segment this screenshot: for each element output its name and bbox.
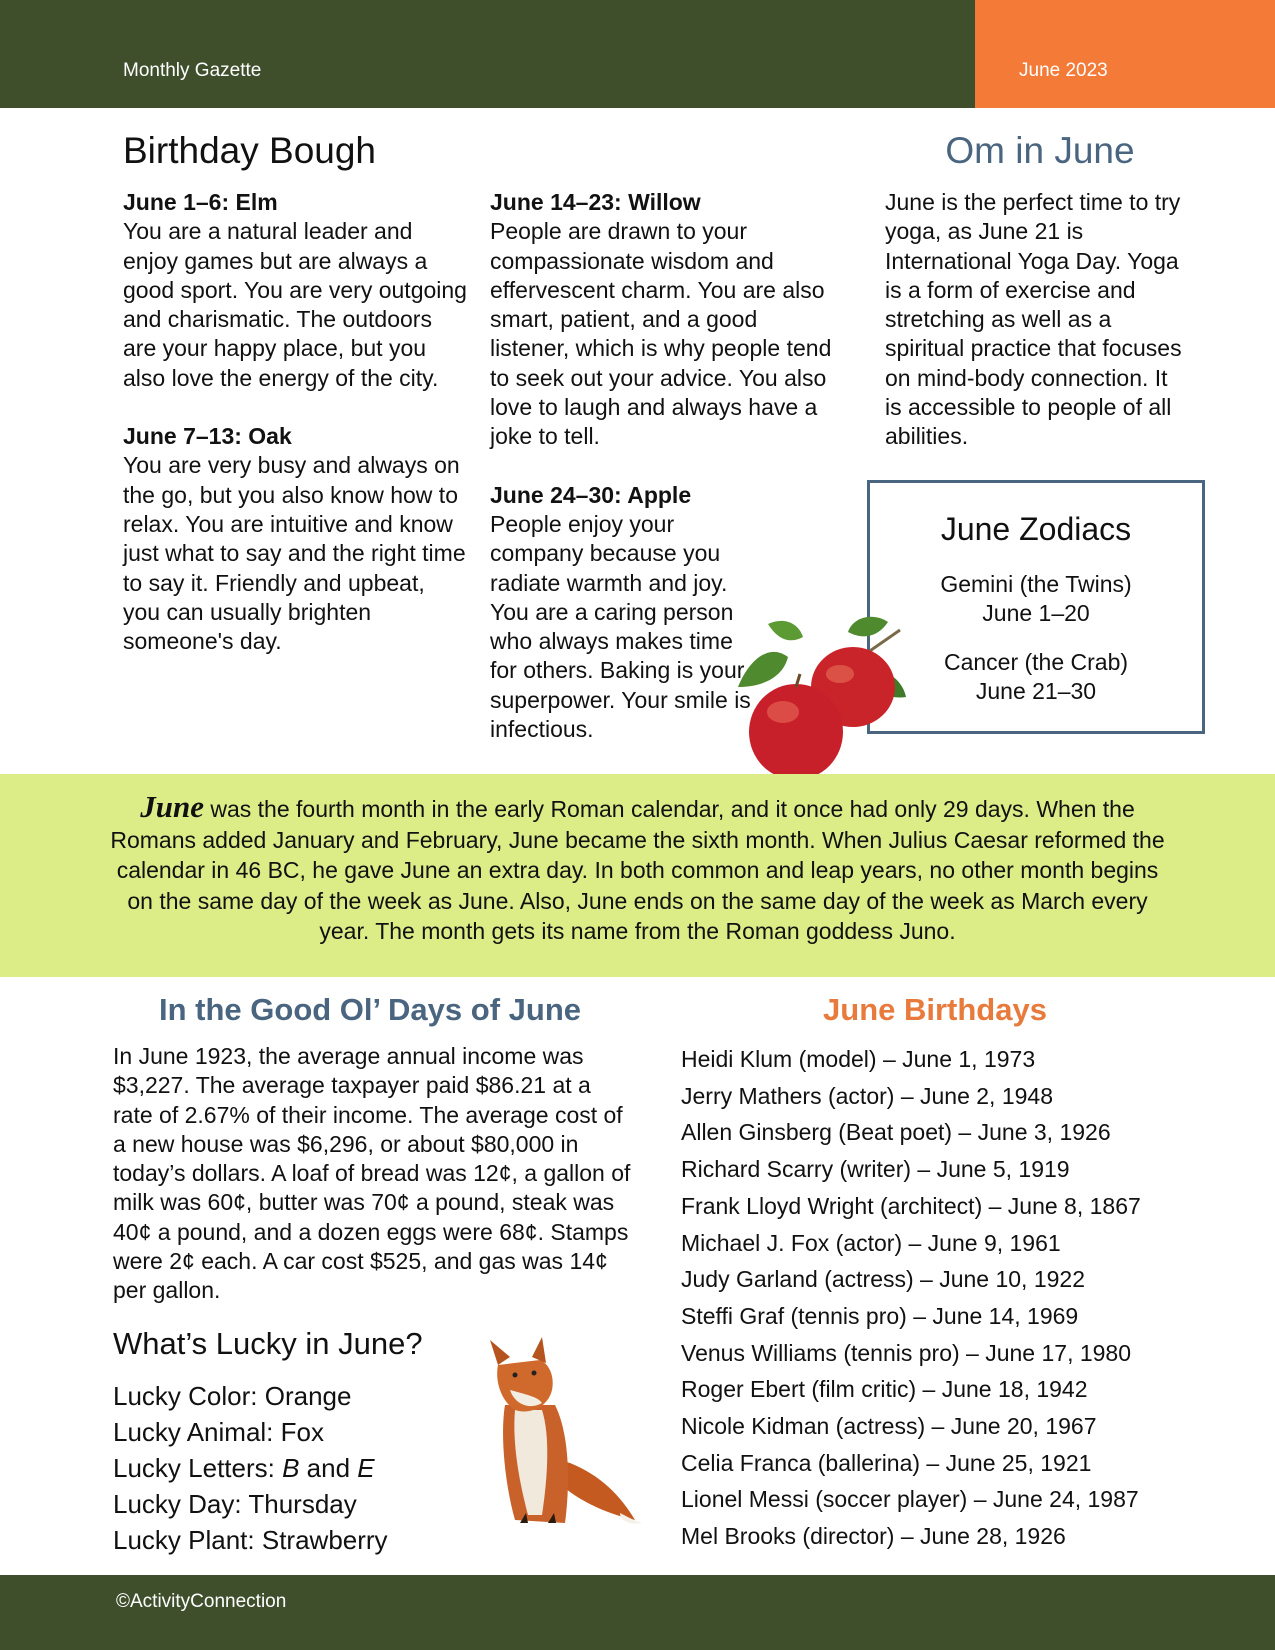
birthday-item: Nicole Kidman (actress) – June 20, 1967 xyxy=(681,1413,1097,1440)
copyright-text: ©ActivityConnection xyxy=(116,1591,287,1612)
birthday-item: Judy Garland (actress) – June 10, 1922 xyxy=(681,1266,1086,1293)
lucky-list xyxy=(113,1378,388,1558)
birthday-item: Frank Lloyd Wright (architect) – June 8, 1867 xyxy=(681,1192,1141,1219)
good-old-days-text: In June 1923, the average annual income was $3,227. The average taxpayer paid $86.21 at a rate of 2.67% of their income. The average cost of a new house was $6,296, or about $80,000 in today’s dollars. A loaf of bread was 12¢, a gallon of milk was 60¢, butter was 70¢ a pound, steak was 40¢ a pound, and a dozen eggs were 68¢. Stamps were 2¢ each. A car cost $525, and gas was 14¢ per gallon. xyxy=(113,1043,631,1304)
tree-description: People are drawn to your compassionate wisdom and effervescent charm. You are also smart, patient, and a good listener, which is why people tend to seek out your advice. You also love to laugh and always have a joke to tell. xyxy=(490,218,832,450)
lucky-animal: Lucky Animal: Fox xyxy=(113,1417,324,1447)
apples-illustration xyxy=(728,612,928,792)
tree-heading: June 1–6: Elm xyxy=(123,189,278,215)
tree-heading: June 24–30: Apple xyxy=(490,481,692,508)
good-old-days-title: In the Good Ol’ Days of June xyxy=(159,992,581,1027)
tree-entry-apple xyxy=(490,481,755,745)
header-bar xyxy=(0,0,975,108)
june-birthdays-title: June Birthdays xyxy=(823,992,1047,1027)
om-in-june-title: Om in June xyxy=(945,130,1135,171)
birthday-item: Jerry Mathers (actor) – June 2, 1948 xyxy=(681,1082,1053,1109)
tree-description: People enjoy your company because you radiate warmth and joy. You are a caring person who always makes time for others. Baking is your superpower. Your smile is infectious. xyxy=(490,510,751,743)
lucky-letter-1: B xyxy=(282,1453,300,1483)
birthday-item: Lionel Messi (soccer player) – June 24, 1987 xyxy=(681,1486,1139,1513)
tree-entry-oak xyxy=(123,422,468,656)
zodiac-sign-dates: June 21–30 xyxy=(975,678,1097,704)
zodiac-sign-name: Gemini (the Twins) xyxy=(940,571,1132,597)
birthday-bough-title: Birthday Bough xyxy=(123,130,377,171)
lucky-letters-prefix: Lucky Letters: xyxy=(113,1453,283,1483)
birthday-item: Heidi Klum (model) – June 1, 1973 xyxy=(681,1046,1036,1072)
tree-description: You are very busy and always on the go, but you also know how to relax. You are intuitive and know just what to say and the right time to say it. Friendly and upbeat, you can usually brighten someone's day. xyxy=(123,452,466,655)
lucky-letters xyxy=(113,1450,388,1486)
om-in-june-text: June is the perfect time to try yoga, as June 21 is International Yoga Day. Yoga is a form of exercise and stretching as well as a spiritual practice that focuses on mind-body connection. It is accessible to people of all abilities. xyxy=(885,189,1182,450)
birthday-item: Steffi Graf (tennis pro) – June 14, 1969 xyxy=(681,1302,1079,1329)
tree-heading: June 7–13: Oak xyxy=(123,423,292,450)
fox-illustration xyxy=(470,1335,645,1530)
june-fact-text: was the fourth month in the early Roman calendar, and it once had only 29 days. When the Romans added January and February, June became the sixth month. When Julius Caesar reformed the calendar in 46 BC, he gave June an extra day. In both common and leap years, no other month begins on the same day of the week as June. Also, June ends on the same day of the week as March every year. The month gets its name from the Roman goddess Juno. xyxy=(110,796,1165,944)
birthday-item: Venus Williams (tennis pro) – June 17, 1980 xyxy=(681,1339,1132,1366)
birthday-item: Roger Ebert (film critic) – June 18, 1942 xyxy=(681,1376,1088,1403)
birthday-item: Celia Franca (ballerina) – June 25, 1921 xyxy=(681,1449,1092,1476)
lucky-color: Lucky Color: Orange xyxy=(113,1381,352,1411)
lucky-letter-2: E xyxy=(357,1453,375,1483)
tree-description: You are a natural leader and enjoy games but are always a good sport. You are very outgoing and charismatic. The outdoors are your happy place, but you also love the energy of the city. xyxy=(123,218,467,391)
tree-heading: June 14–23: Willow xyxy=(490,189,701,215)
lucky-day: Lucky Day: Thursday xyxy=(113,1489,357,1519)
lucky-plant: Lucky Plant: Strawberry xyxy=(113,1525,388,1555)
tree-entry-elm xyxy=(123,188,468,393)
birthday-bough-column-1 xyxy=(123,188,468,685)
lucky-letters-and: and xyxy=(299,1453,358,1483)
issue-date: June 2023 xyxy=(1019,60,1108,81)
tree-entry-willow xyxy=(490,188,835,452)
june-fact-paragraph xyxy=(105,789,1170,947)
birthday-item: Mel Brooks (director) – June 28, 1926 xyxy=(681,1523,1066,1550)
header-accent-block xyxy=(975,0,1275,108)
lucky-in-june-title: What’s Lucky in June? xyxy=(113,1326,423,1361)
zodiac-sign-name: Cancer (the Crab) xyxy=(943,649,1129,675)
birthday-item: Michael J. Fox (actor) – June 9, 1961 xyxy=(681,1229,1061,1256)
publication-name: Monthly Gazette xyxy=(123,60,262,81)
june-birthdays-list xyxy=(681,1041,1141,1555)
birthday-item: Allen Ginsberg (Beat poet) – June 3, 1926 xyxy=(681,1119,1111,1146)
june-fact-lead-word: June xyxy=(140,789,204,824)
zodiac-sign-dates: June 1–20 xyxy=(982,600,1090,626)
zodiac-title: June Zodiacs xyxy=(940,511,1132,547)
birthday-item: Richard Scarry (writer) – June 5, 1919 xyxy=(681,1156,1070,1183)
